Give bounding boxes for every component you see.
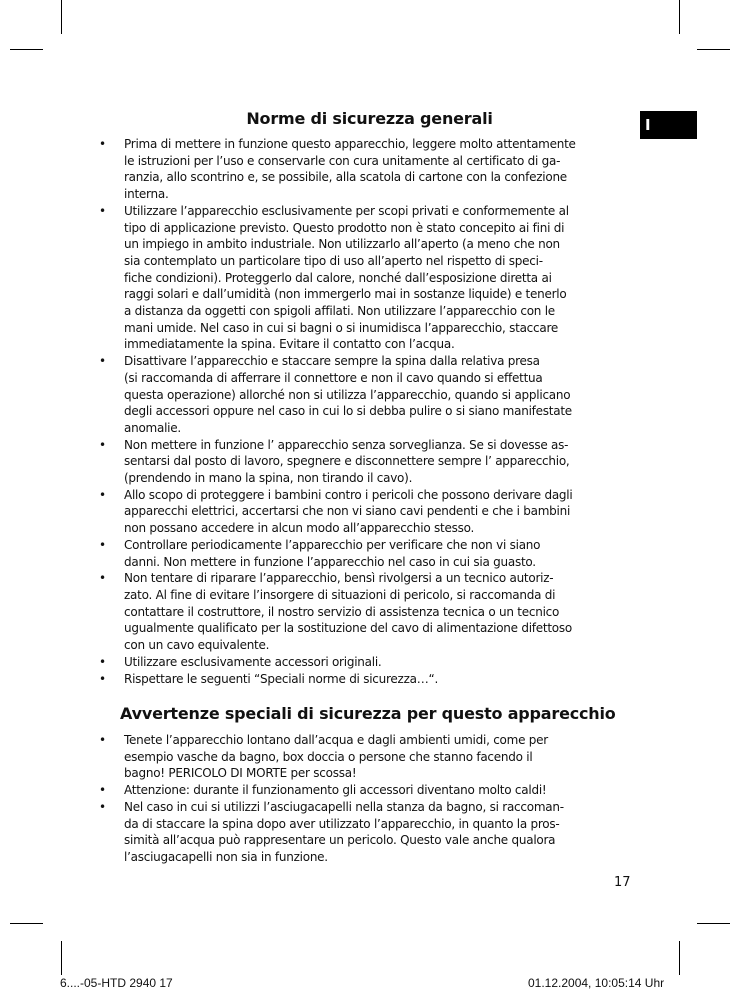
list-item [99, 487, 639, 537]
page-number: 17 [614, 875, 631, 890]
bullet-icon: • [99, 783, 106, 798]
list-item-text: contattare il costruttore, il nostro servizio di assistenza tecnica o un tecnico [124, 604, 560, 619]
list-item-text: simità all’acqua può rappresentare un pericolo. Questo vale anche qualora [124, 833, 556, 848]
list-item-text: Utilizzare esclusivamente accessori originali. [124, 654, 382, 669]
list-item-text: ugualmente qualificato per la sostituzione del cavo di alimentazione difettoso [124, 621, 572, 636]
list-item [99, 654, 639, 671]
footer-timestamp: 01.12.2004, 10:05:14 Uhr [528, 976, 665, 990]
crop-mark [679, 941, 680, 975]
bullet-icon: • [99, 437, 106, 452]
bullet-icon: • [99, 733, 106, 747]
list-item-text: le istruzioni per l’uso e conservarle con cura unitamente al certificato di ga- [124, 153, 561, 168]
list-item-text: a distanza da oggetti con spigoli affilati. Non utilizzare l’apparecchio con le [124, 304, 555, 319]
list-item-text: esempio vasche da bagno, box doccia o persone che stanno facendo il [124, 749, 533, 764]
list-item-text: (prendendo in mano la spina, non tirando il cavo). [124, 471, 413, 486]
list-item [99, 782, 639, 799]
crop-mark [697, 923, 730, 924]
list-item-text: ranzia, allo scontrino e, se possibile, alla scatola di cartone con la confezione [124, 170, 567, 185]
list-item-text: immediatamente la spina. Evitare il contatto con l’acqua. [124, 337, 455, 352]
bullet-icon: • [99, 203, 106, 218]
list-item-text: non possano accedere in alcun modo all’apparecchio stesso. [124, 521, 475, 536]
list-item [99, 537, 639, 570]
list-item-text: Controllare periodicamente l’apparecchio per verificare che non vi siano [124, 537, 541, 552]
crop-mark [697, 49, 730, 50]
bullet-icon: • [99, 487, 106, 502]
crop-mark [10, 923, 43, 924]
footer-job-info: 6....-05-HTD 2940 17 [60, 976, 173, 990]
list-item-text: Prima di mettere in funzione questo apparecchio, leggere molto attentamente [124, 137, 576, 151]
list-item-text: con un cavo equivalente. [124, 638, 270, 653]
list-item-text: l’asciugacapelli non sia in funzione. [124, 849, 328, 864]
crop-mark [61, 0, 62, 34]
list-item-text: zato. Al fine di evitare l’insorgere di situazioni di pericolo, si raccomanda di [124, 587, 556, 602]
list-item-text: danni. Non mettere in funzione l’apparecchio nel caso in cui sia guasto. [124, 554, 536, 569]
bullet-icon: • [99, 537, 106, 552]
list-item-text: un impiego in ambito industriale. Non utilizzarlo all’aperto (a meno che non [124, 237, 560, 252]
list-item-text: Attenzione: durante il funzionamento gli accessori diventano molto caldi! [124, 783, 547, 798]
list-item-text: anomalie. [124, 420, 181, 435]
bullet-icon: • [99, 671, 106, 686]
section-title-special: Avvertenze speciali di sicurezza per questo apparecchio [120, 704, 616, 723]
crop-mark [61, 941, 62, 975]
list-item [99, 353, 639, 437]
list-item-text: Tenete l’apparecchio lontano dall’acqua e dagli ambienti umidi, come per [124, 733, 548, 747]
list-item-text: interna. [124, 187, 169, 202]
bullet-icon: • [99, 799, 106, 814]
bullet-icon: • [99, 571, 106, 586]
list-item [99, 671, 639, 688]
list-item-text: Disattivare l’apparecchio e staccare sempre la spina dalla relativa presa [124, 354, 540, 369]
list-item-text: mani umide. Nel caso in cui si bagni o si inumidisca l’apparecchio, staccare [124, 320, 559, 335]
list-item-text: Allo scopo di proteggere i bambini contro i pericoli che possono derivare dagli [124, 487, 573, 502]
list-item-text: Non mettere in funzione l’ apparecchio senza sorveglianza. Se si dovesse as- [124, 437, 569, 452]
general-safety-list [99, 136, 639, 687]
list-item [99, 732, 639, 782]
bullet-icon: • [99, 354, 106, 369]
list-item [99, 437, 639, 487]
list-item [99, 570, 639, 654]
list-item [99, 203, 639, 353]
bullet-icon: • [99, 137, 106, 151]
list-item-text: fiche condizioni). Proteggerlo dal calore, nonché dall’esposizione diretta ai [124, 270, 552, 285]
crop-mark [10, 49, 43, 50]
list-item-text: questa operazione) allorché non si utilizza l’apparecchio, quando si applicano [124, 387, 571, 402]
list-item-text: bagno! PERICOLO DI MORTE per scossa! [124, 766, 357, 781]
special-safety-list [99, 732, 639, 866]
list-item-text: Non tentare di riparare l’apparecchio, bensì rivolgersi a un tecnico autoriz- [124, 571, 554, 586]
list-item-text: raggi solari e dall’umidità (non immergerlo mai in sostanze liquide) e tenerlo [124, 287, 567, 302]
list-item-text: Utilizzare l’apparecchio esclusivamente per scopi privati e conformemente al [124, 203, 569, 218]
language-tab: I [640, 111, 697, 139]
list-item-text: sentarsi dal posto di lavoro, spegnere e disconnettere sempre l’ apparecchio, [124, 454, 570, 469]
list-item-text: da di staccare la spina dopo aver utilizzato l’apparecchio, in quanto la pros- [124, 816, 560, 831]
list-item-text: Nel caso in cui si utilizzi l’asciugacapelli nella stanza da bagno, si raccoman- [124, 799, 564, 814]
list-item [99, 799, 639, 866]
list-item [99, 136, 639, 203]
bullet-icon: • [99, 654, 106, 669]
list-item-text: apparecchi elettrici, accertarsi che non vi siano cavi pendenti e che i bambini [124, 504, 571, 519]
crop-mark [679, 0, 680, 34]
list-item-text: (si raccomanda di afferrare il connettore e non il cavo quando si effettua [124, 370, 543, 385]
list-item-text: sia contemplato un particolare tipo di uso all’aperto nel rispetto di speci- [124, 253, 543, 268]
list-item-text: degli accessori oppure nel caso in cui lo si debba pulire o si siano manifestate [124, 404, 572, 419]
list-item-text: Rispettare le seguenti “Speciali norme di sicurezza…“. [124, 671, 439, 686]
list-item-text: tipo di applicazione previsto. Questo prodotto non è stato concepito ai fini di [124, 220, 565, 235]
section-title-general: Norme di sicurezza generali [246, 109, 493, 128]
